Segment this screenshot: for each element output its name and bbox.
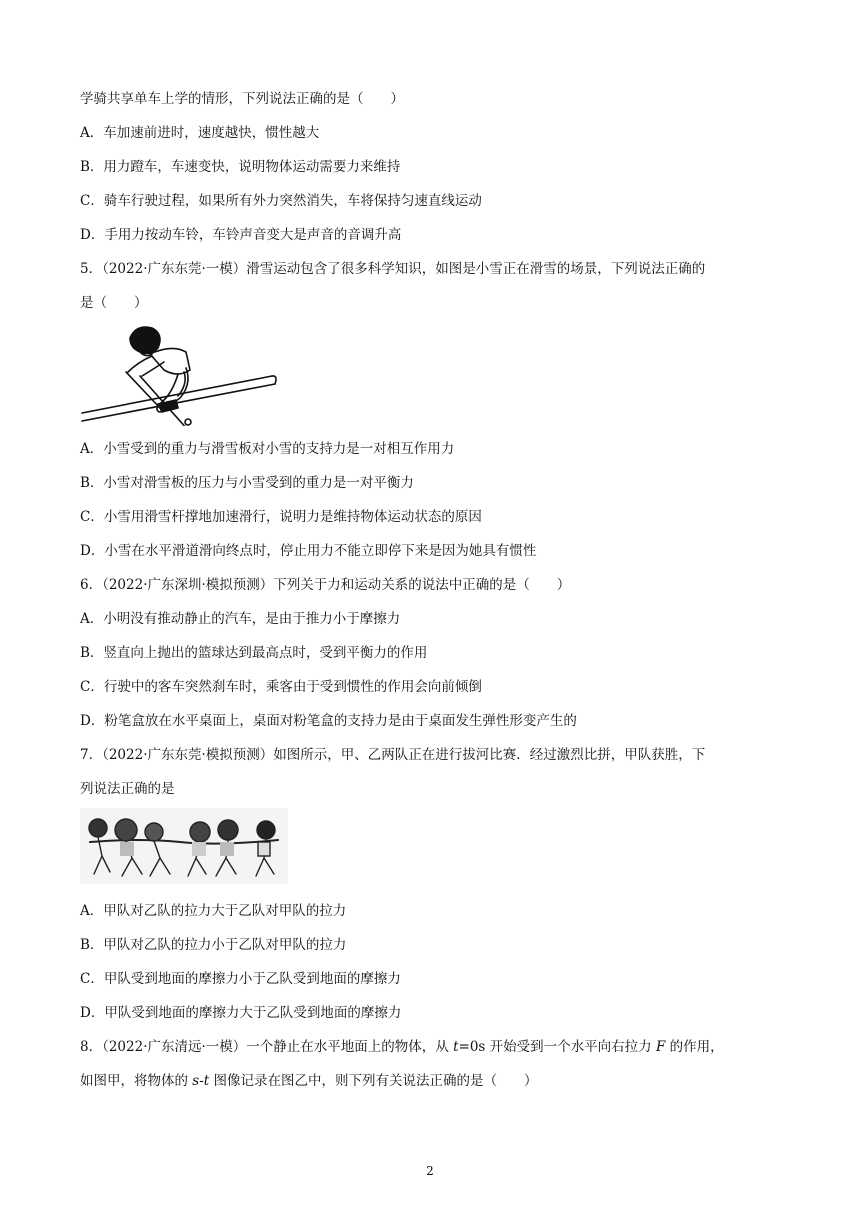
page-number: 2 xyxy=(426,1164,434,1178)
q6-option-c: C．行驶中的客车突然刹车时，乘客由于受到惯性的作用会向前倾倒 xyxy=(80,679,482,695)
q6-option-b: B．竖直向上抛出的篮球达到最高点时，受到平衡力的作用 xyxy=(80,645,428,661)
skier-figure xyxy=(80,318,280,426)
q5-option-a: A．小雪受到的重力与滑雪板对小雪的支持力是一对相互作用力 xyxy=(80,441,455,457)
q6-option-d: D．粉笔盒放在水平桌面上，桌面对粉笔盒的支持力是由于桌面发生弹性形变产生的 xyxy=(80,713,577,729)
q6-stem: 6．（2022·广东深圳·模拟预测）下列关于力和运动关系的说法中正确的是（ ） xyxy=(80,577,571,593)
q4-option-c: C．骑车行驶过程，如果所有外力突然消失，车将保持匀速直线运动 xyxy=(80,193,482,209)
q8-stem-line2: 如图甲，将物体的 s-t 图像记录在图乙中，则下列有关说法正确的是（ ） xyxy=(80,1073,538,1089)
q5-option-b: B．小雪对滑雪板的压力与小雪受到的重力是一对平衡力 xyxy=(80,475,414,491)
q7-stem-line2: 列说法正确的是 xyxy=(80,781,175,797)
q7-option-a: A．甲队对乙队的拉力大于乙队对甲队的拉力 xyxy=(80,903,347,919)
q6-option-a: A．小明没有推动静止的汽车，是由于推力小于摩擦力 xyxy=(80,611,401,627)
q4-option-a: A．车加速前进时，速度越快，惯性越大 xyxy=(80,125,320,141)
q7-stem-line1: 7．（2022·广东东莞·模拟预测）如图所示，甲、乙两队正在进行拔河比赛．经过激烈比拼，甲队获胜，下 xyxy=(80,747,706,763)
q5-option-d: D．小雪在水平滑道滑向终点时，停止用力不能立即停下来是因为她具有惯性 xyxy=(80,543,537,559)
q7-option-b: B．甲队对乙队的拉力小于乙队对甲队的拉力 xyxy=(80,937,347,953)
q7-option-c: C．甲队受到地面的摩擦力小于乙队受到地面的摩擦力 xyxy=(80,971,401,987)
q4-option-b: B．用力蹬车，车速变快，说明物体运动需要力来维持 xyxy=(80,159,401,175)
q4-option-d: D．手用力按动车铃，车铃声音变大是声音的音调升高 xyxy=(80,227,402,243)
q5-stem-line1: 5．（2022·广东东莞·一模）滑雪运动包含了很多科学知识，如图是小雪正在滑雪的场景，下列说法正确的 xyxy=(80,261,706,277)
q5-stem-line2: 是（ ） xyxy=(80,295,148,311)
q8-stem-line1: 8．（2022·广东清远·一模）一个静止在水平地面上的物体，从 t=0s 开始受到一个水平向右拉力 F 的作用， xyxy=(80,1039,724,1055)
q5-option-c: C．小雪用滑雪杆撑地加速滑行，说明力是维持物体运动状态的原因 xyxy=(80,509,482,525)
q7-option-d: D．甲队受到地面的摩擦力大于乙队受到地面的摩擦力 xyxy=(80,1005,402,1021)
q4-stem-tail: 学骑共享单车上学的情形，下列说法正确的是（ ） xyxy=(80,91,404,107)
tug-of-war-figure xyxy=(80,808,288,884)
